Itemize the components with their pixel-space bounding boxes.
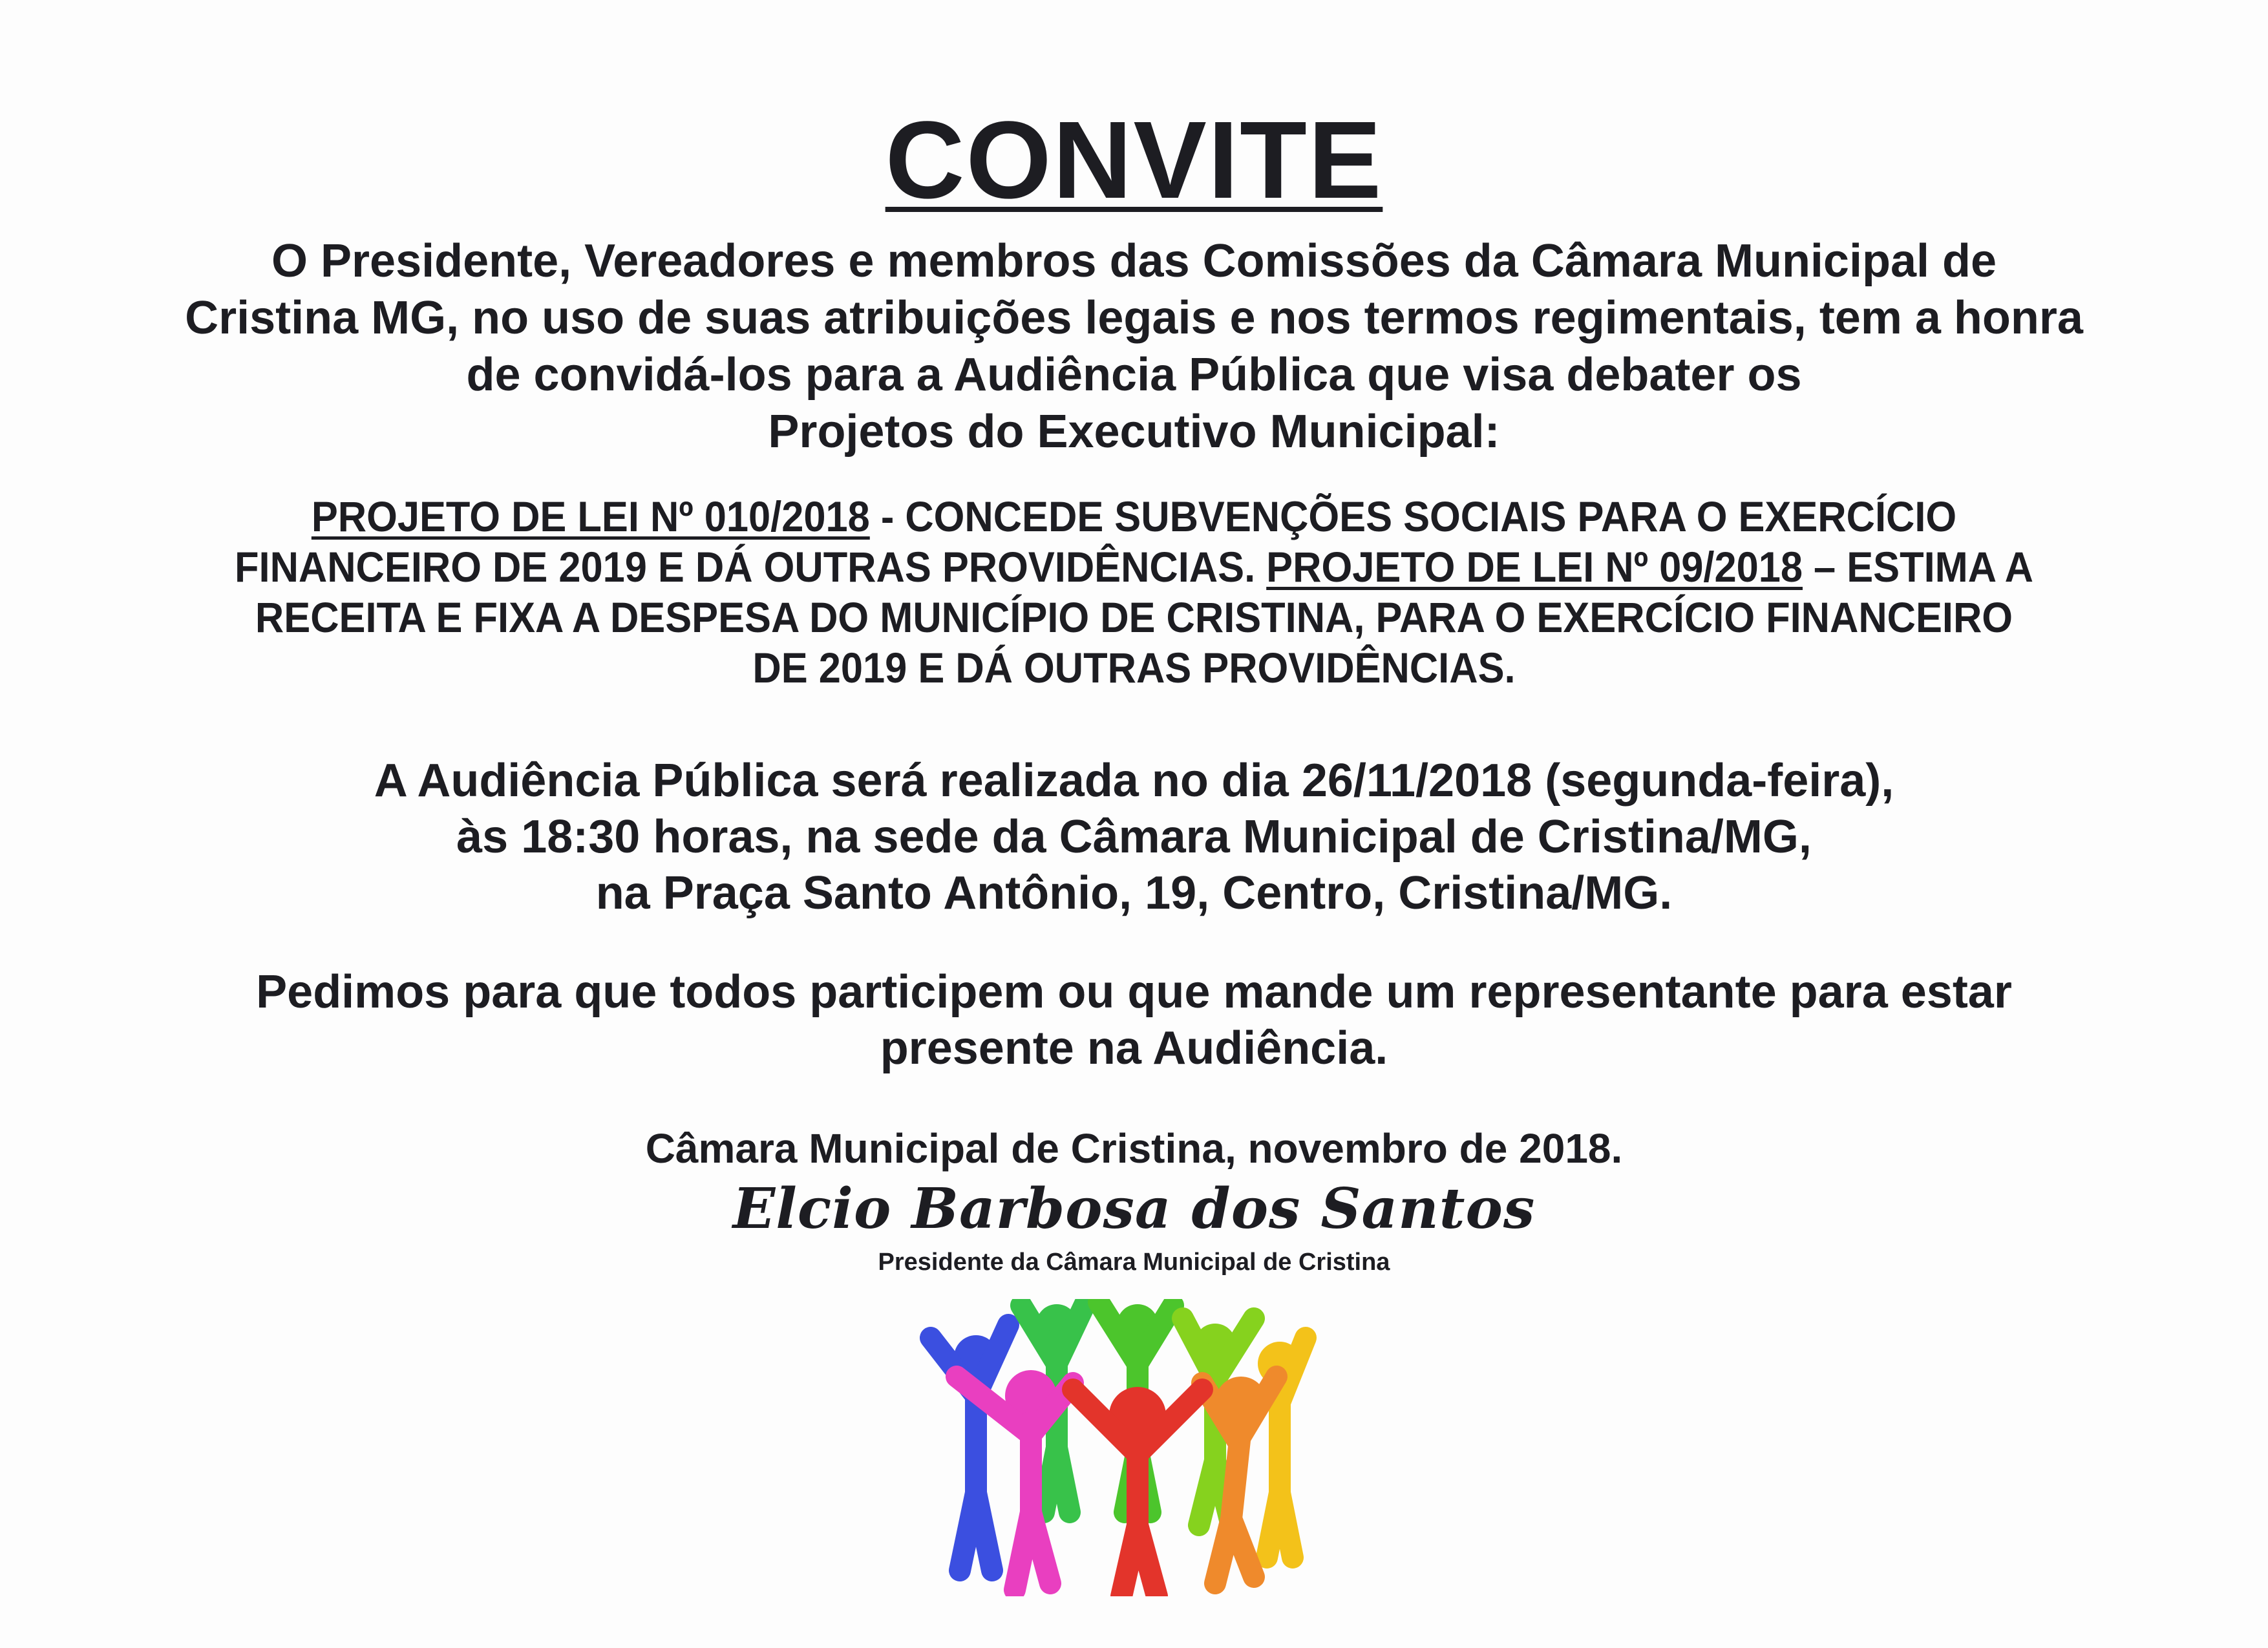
project-2-text: – ESTIMA A [1802, 543, 2033, 591]
projects-paragraph [0, 491, 2268, 693]
intro-line: de convidá-los para a Audiência Pública que visa debater os [466, 349, 1802, 401]
project-1-text: - CONCEDE SUBVENÇÕES SOCIAIS PARA O EXERCÍCIO [869, 492, 1957, 540]
title-text: CONVITE [885, 99, 1383, 222]
event-line: às 18:30 horas, na sede da Câmara Municipal de Cristina/MG, [456, 811, 1812, 863]
project-1-label: PROJETO DE LEI Nº 010/2018 [311, 492, 870, 540]
figure-red [1073, 1387, 1202, 1596]
project-1-text-cont: FINANCEIRO DE 2019 E DÁ OUTRAS PROVIDÊNCIAS. [235, 543, 1267, 591]
people-circle-illustration [879, 1299, 1383, 1596]
intro-line: Cristina MG, no uso de suas atribuições legais e nos termos regimentais, tem a honra [185, 292, 2083, 344]
event-line: na Praça Santo Antônio, 19, Centro, Cristina/MG. [595, 867, 1673, 919]
intro-line: O Presidente, Vereadores e membros das Comissões da Câmara Municipal de [271, 235, 1997, 287]
project-line [79, 491, 2189, 542]
signer-role: Presidente da Câmara Municipal de Cristina [878, 1249, 1390, 1276]
project-line [79, 542, 2189, 592]
intro-line: Projetos do Executivo Municipal: [768, 406, 1500, 458]
request-paragraph [0, 964, 2268, 1077]
intro-paragraph [0, 233, 2268, 460]
figure-blue [931, 1325, 1008, 1570]
request-line: presente na Audiência. [880, 1022, 1388, 1074]
project-2-label: PROJETO DE LEI Nº 09/2018 [1266, 543, 1803, 591]
request-line: Pedimos para que todos participem ou que mande um representante para estar [256, 966, 2012, 1018]
place-date: Câmara Municipal de Cristina, novembro de 2018. [645, 1125, 1623, 1172]
event-paragraph [0, 753, 2268, 922]
project-line: RECEITA E FIXA A DESPESA DO MUNICÍPIO DE CRISTINA, PARA O EXERCÍCIO FINANCEIRO [255, 593, 2013, 641]
project-line: DE 2019 E DÁ OUTRAS PROVIDÊNCIAS. [752, 644, 1516, 692]
event-line: A Audiência Pública será realizada no dia 26/11/2018 (segunda-feira), [374, 755, 1894, 807]
document-title [0, 97, 2268, 224]
signature: Elcio Barbosa dos Santos [732, 1176, 1536, 1241]
